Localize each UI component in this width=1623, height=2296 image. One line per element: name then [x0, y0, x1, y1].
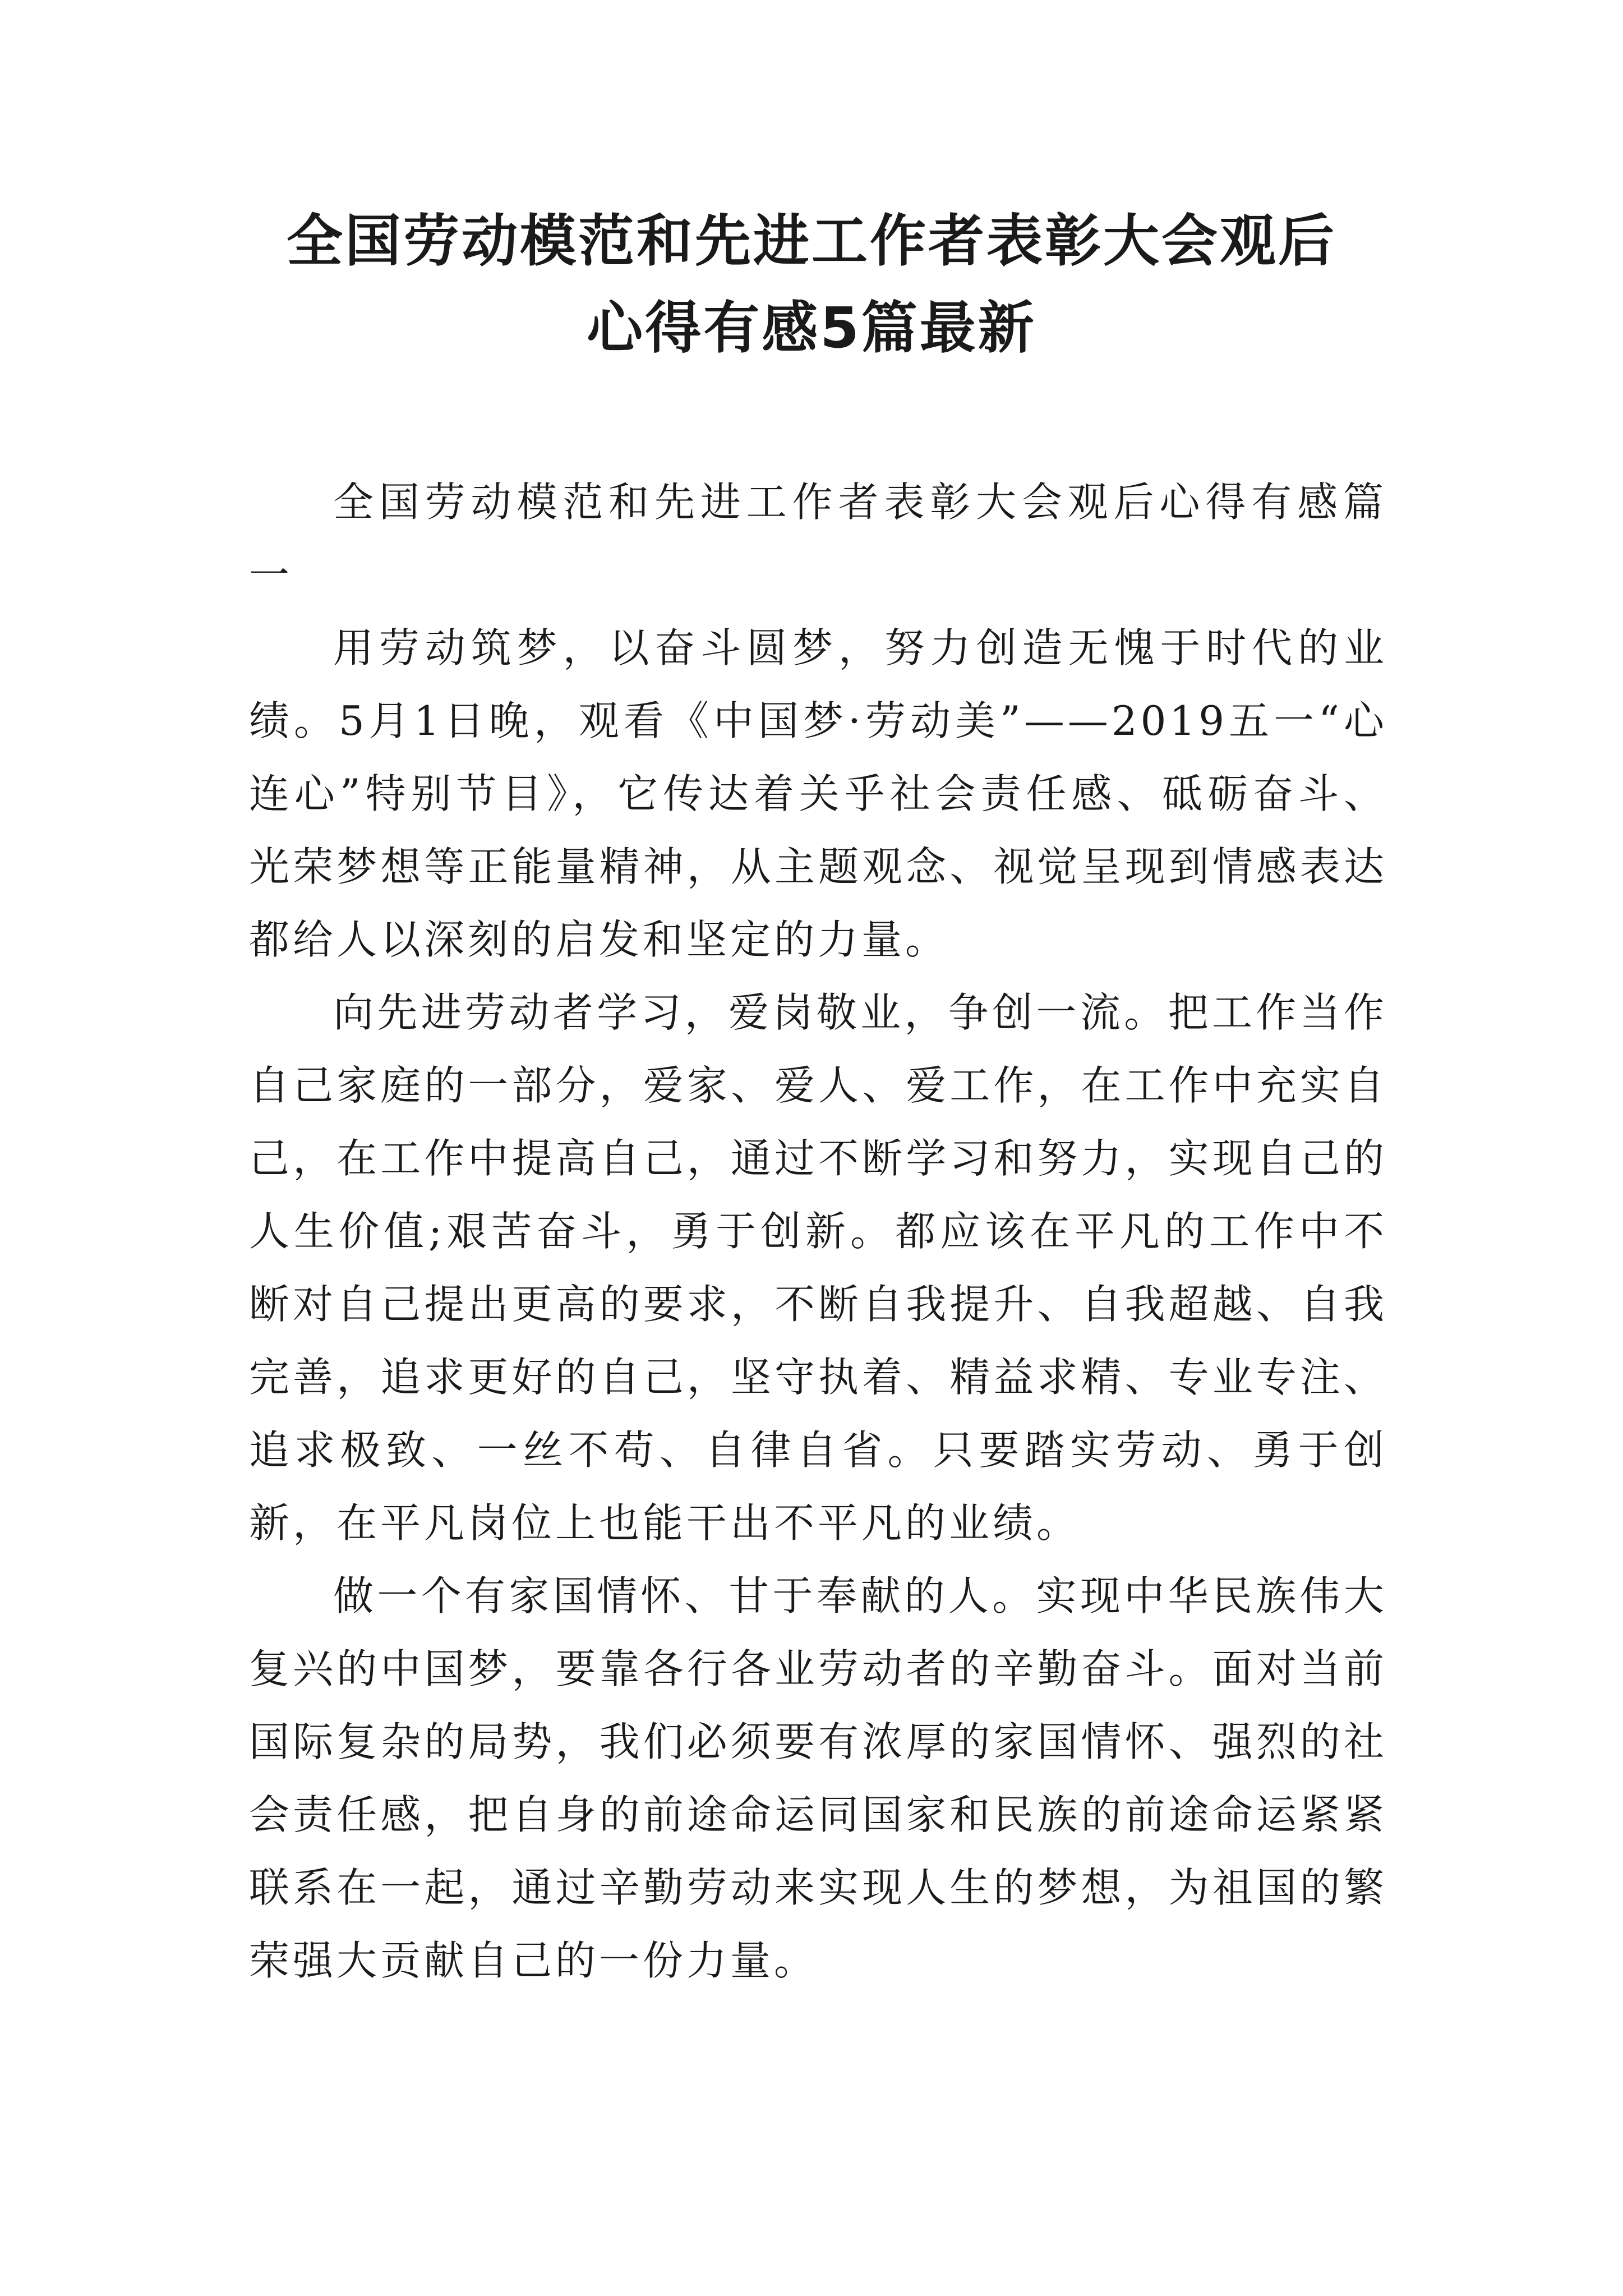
document-title-line-2: 心得有感5篇最新 — [587, 295, 1036, 361]
section-heading: 全国劳动模范和先进工作者表彰大会观后心得有感篇一 — [249, 478, 1387, 599]
document-title-line-1: 全国劳动模范和先进工作者表彰大会观后 — [287, 208, 1336, 274]
paragraph-1: 用劳动筑梦，以奋斗圆梦，努力创造无愧于时代的业绩。5月1日晚，观看《中国梦·劳动美”——2019五一“心连心”特别节目》，它传达着关乎社会责任感、砥砺奋斗、光荣梦想等正能量精神，从主题观念、视觉呈现到情感表达都给人以深刻的启发和坚定的力量。 — [249, 624, 1387, 963]
document-body — [249, 466, 1387, 1997]
paragraph-2: 向先进劳动者学习，爱岗敬业，争创一流。把工作当作自己家庭的一部分，爱家、爱人、爱工作，在工作中充实自己，在工作中提高自己，通过不断学习和努力，实现自己的人生价值;艰苦奋斗，勇于创新。都应该在平凡的工作中不断对自己提出更高的要求，不断自我提升、自我超越、自我完善，追求更好的自己，坚守执着、精益求精、专业专注、追求极致、一丝不苟、自律自省。只要踏实劳动、勇于创新，在平凡岗位上也能干出不平凡的业绩。 — [249, 989, 1387, 1547]
paragraph-3: 做一个有家国情怀、甘于奉献的人。实现中华民族伟大复兴的中国梦，要靠各行各业劳动者的辛勤奋斗。面对当前国际复杂的局势，我们必须要有浓厚的家国情怀、强烈的社会责任感，把自身的前途命运同国家和民族的前途命运紧紧联系在一起，通过辛勤劳动来实现人生的梦想，为祖国的繁荣强大贡献自己的一份力量。 — [249, 1572, 1387, 1984]
